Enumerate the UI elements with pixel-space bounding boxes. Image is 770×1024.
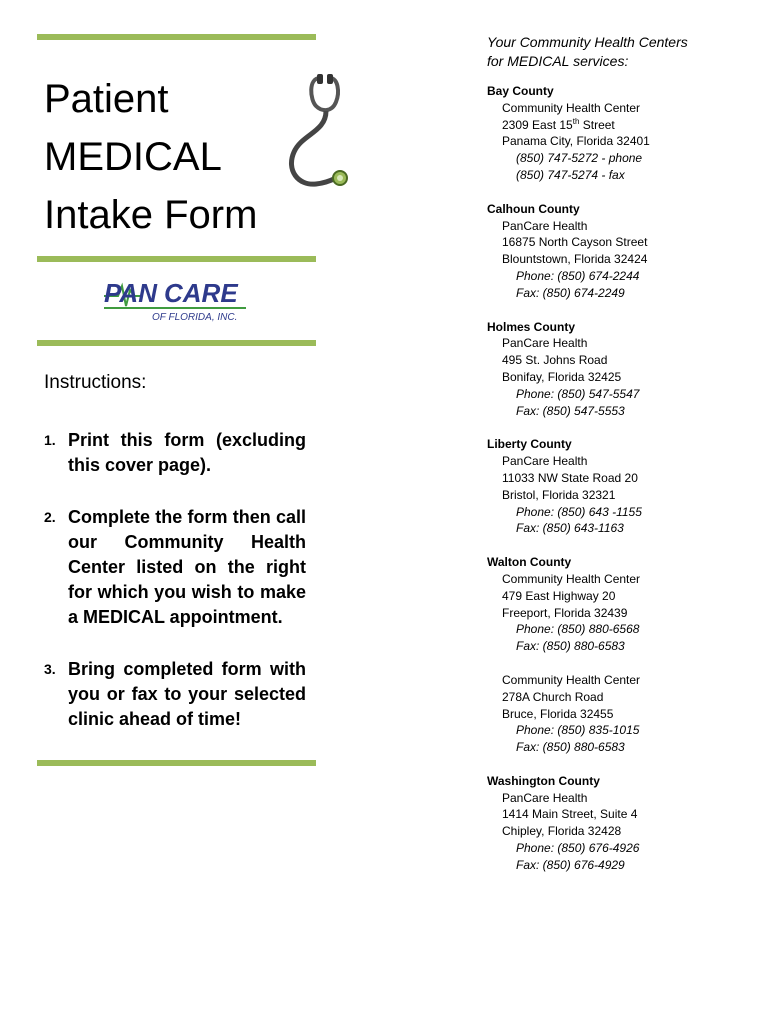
health-centers-list xyxy=(487,33,757,891)
logo-sub-text: OF FLORIDA, INC. xyxy=(152,312,238,322)
center-street xyxy=(487,117,757,134)
center-city: Bristol, Florida 32321 xyxy=(502,487,616,502)
logo-care-text: CARE xyxy=(164,278,238,308)
county-name: Walton County xyxy=(487,555,572,570)
page-title xyxy=(44,70,257,244)
center-name: Community Health Center xyxy=(502,571,641,586)
step-number: 2. xyxy=(44,509,56,525)
center-phone: Phone: (850) 835-1015 xyxy=(516,723,640,738)
center-street: 495 St. Johns Road xyxy=(502,353,608,368)
center-name: PanCare Health xyxy=(502,336,588,351)
instructions-list xyxy=(44,428,306,759)
center-name: Community Health Center xyxy=(502,100,641,115)
step-text: Print this form (excluding this cover page). xyxy=(68,430,306,475)
center-phone: Phone: (850) 676-4926 xyxy=(516,841,640,856)
county-walton xyxy=(487,554,757,756)
county-liberty xyxy=(487,436,757,537)
step-number: 1. xyxy=(44,432,56,448)
county-name: Washington County xyxy=(487,773,600,788)
center-city: Panama City, Florida 32401 xyxy=(502,134,650,149)
county-washington xyxy=(487,773,757,874)
center-street: 479 East Highway 20 xyxy=(502,588,616,603)
center-fax: Fax: (850) 676-4929 xyxy=(516,857,625,872)
center-name: PanCare Health xyxy=(502,790,588,805)
intro-line-2: for MEDICAL services: xyxy=(487,53,629,69)
title-line-2: MEDICAL xyxy=(44,135,222,179)
center-phone: Phone: (850) 643 -1155 xyxy=(516,504,642,519)
centers-intro xyxy=(487,33,757,71)
center-name: PanCare Health xyxy=(502,218,588,233)
step-number: 3. xyxy=(44,661,56,677)
instruction-step xyxy=(44,505,306,630)
intro-line-1: Your Community Health Centers xyxy=(487,34,688,50)
spacer xyxy=(487,655,757,672)
center-phone: (850) 747-5272 - phone xyxy=(516,151,643,166)
stethoscope-icon xyxy=(282,72,362,202)
center-city: Bruce, Florida 32455 xyxy=(502,706,614,721)
center-fax: Fax: (850) 674-2249 xyxy=(516,285,625,300)
center-fax: Fax: (850) 547-5553 xyxy=(516,403,625,418)
center-street: 11033 NW State Road 20 xyxy=(502,470,638,485)
center-street: 1414 Main Street, Suite 4 xyxy=(502,807,638,822)
county-holmes xyxy=(487,319,757,420)
instruction-step xyxy=(44,657,306,732)
center-name: Community Health Center xyxy=(502,672,641,687)
center-name: PanCare Health xyxy=(502,454,588,469)
center-phone: Phone: (850) 547-5547 xyxy=(516,386,640,401)
instruction-step xyxy=(44,428,306,478)
top-divider xyxy=(37,34,316,40)
instructions-heading: Instructions: xyxy=(44,372,147,393)
center-phone: Phone: (850) 880-6568 xyxy=(516,622,640,637)
center-city: Bonifay, Florida 32425 xyxy=(502,369,622,384)
bottom-divider xyxy=(37,760,316,766)
county-name: Calhoun County xyxy=(487,201,580,216)
title-divider xyxy=(37,256,316,262)
street-text: 2309 East 15 xyxy=(502,117,573,132)
title-line-1: Patient xyxy=(44,77,169,121)
county-calhoun xyxy=(487,201,757,302)
county-name: Liberty County xyxy=(487,437,572,452)
logo-divider xyxy=(37,340,316,346)
county-name: Holmes County xyxy=(487,319,576,334)
center-city: Blountstown, Florida 32424 xyxy=(502,252,648,267)
center-city: Freeport, Florida 32439 xyxy=(502,605,628,620)
center-phone: Phone: (850) 674-2244 xyxy=(516,268,640,283)
center-fax: Fax: (850) 880-6583 xyxy=(516,639,625,654)
center-street: 278A Church Road xyxy=(502,689,604,704)
center-city: Chipley, Florida 32428 xyxy=(502,824,622,839)
logo-pan-text: PAN xyxy=(104,278,157,308)
step-text: Complete the form then call our Community Health Center listed on the right for which you wish to make a MEDICAL appointment. xyxy=(68,507,306,627)
county-name: Bay County xyxy=(487,84,554,98)
street-ordinal: th xyxy=(572,116,580,126)
center-fax: Fax: (850) 643-1163 xyxy=(516,521,624,536)
step-text: Bring completed form with you or fax to your selected clinic ahead of time! xyxy=(68,659,306,729)
street-suffix: Street xyxy=(579,117,615,132)
title-line-3: Intake Form xyxy=(44,193,258,237)
pancare-logo xyxy=(100,272,250,322)
center-fax: (850) 747-5274 - fax xyxy=(516,167,625,182)
center-street: 16875 North Cayson Street xyxy=(502,235,648,250)
county-bay xyxy=(487,83,757,184)
center-fax: Fax: (850) 880-6583 xyxy=(516,740,625,755)
